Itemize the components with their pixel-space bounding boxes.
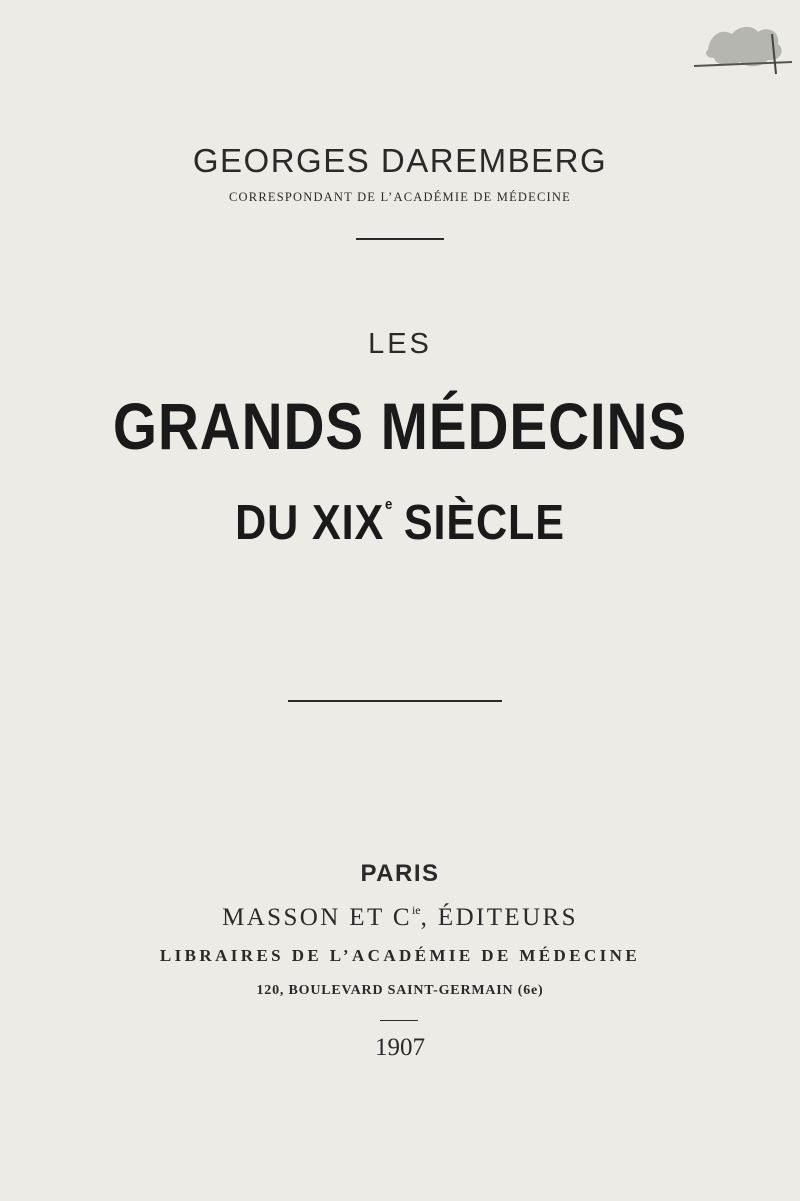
publisher-address: 120, BOULEVARD SAINT-GERMAIN (6e) [256, 983, 544, 998]
publisher-superscript: ie [411, 903, 421, 917]
subtitle-suffix: SIÈCLE [403, 496, 565, 550]
publication-city: PARIS [360, 860, 440, 887]
subtitle-prefix: DU XIX [235, 496, 385, 550]
publisher-suffix: , ÉDITEURS [420, 904, 578, 931]
publication-year: 1907 [375, 1034, 425, 1061]
subtitle-superscript: e [385, 496, 394, 513]
book-subtitle [48, 495, 752, 551]
publisher-prefix: MASSON ET C [222, 904, 412, 931]
author-name: GEORGES DAREMBERG [192, 142, 608, 179]
publisher [0, 903, 800, 932]
title-article: LES [368, 328, 432, 360]
booksellers-line: LIBRAIRES DE L’ACADÉMIE DE MÉDECINE [159, 946, 641, 965]
book-title: GRANDS MÉDECINS [112, 389, 688, 463]
divider-rule [356, 238, 444, 240]
divider-rule [380, 1020, 418, 1021]
divider-rule [288, 700, 502, 702]
author-title: CORRESPONDANT DE L’ACADÉMIE DE MÉDECINE [229, 190, 571, 204]
library-stamp [688, 14, 798, 78]
